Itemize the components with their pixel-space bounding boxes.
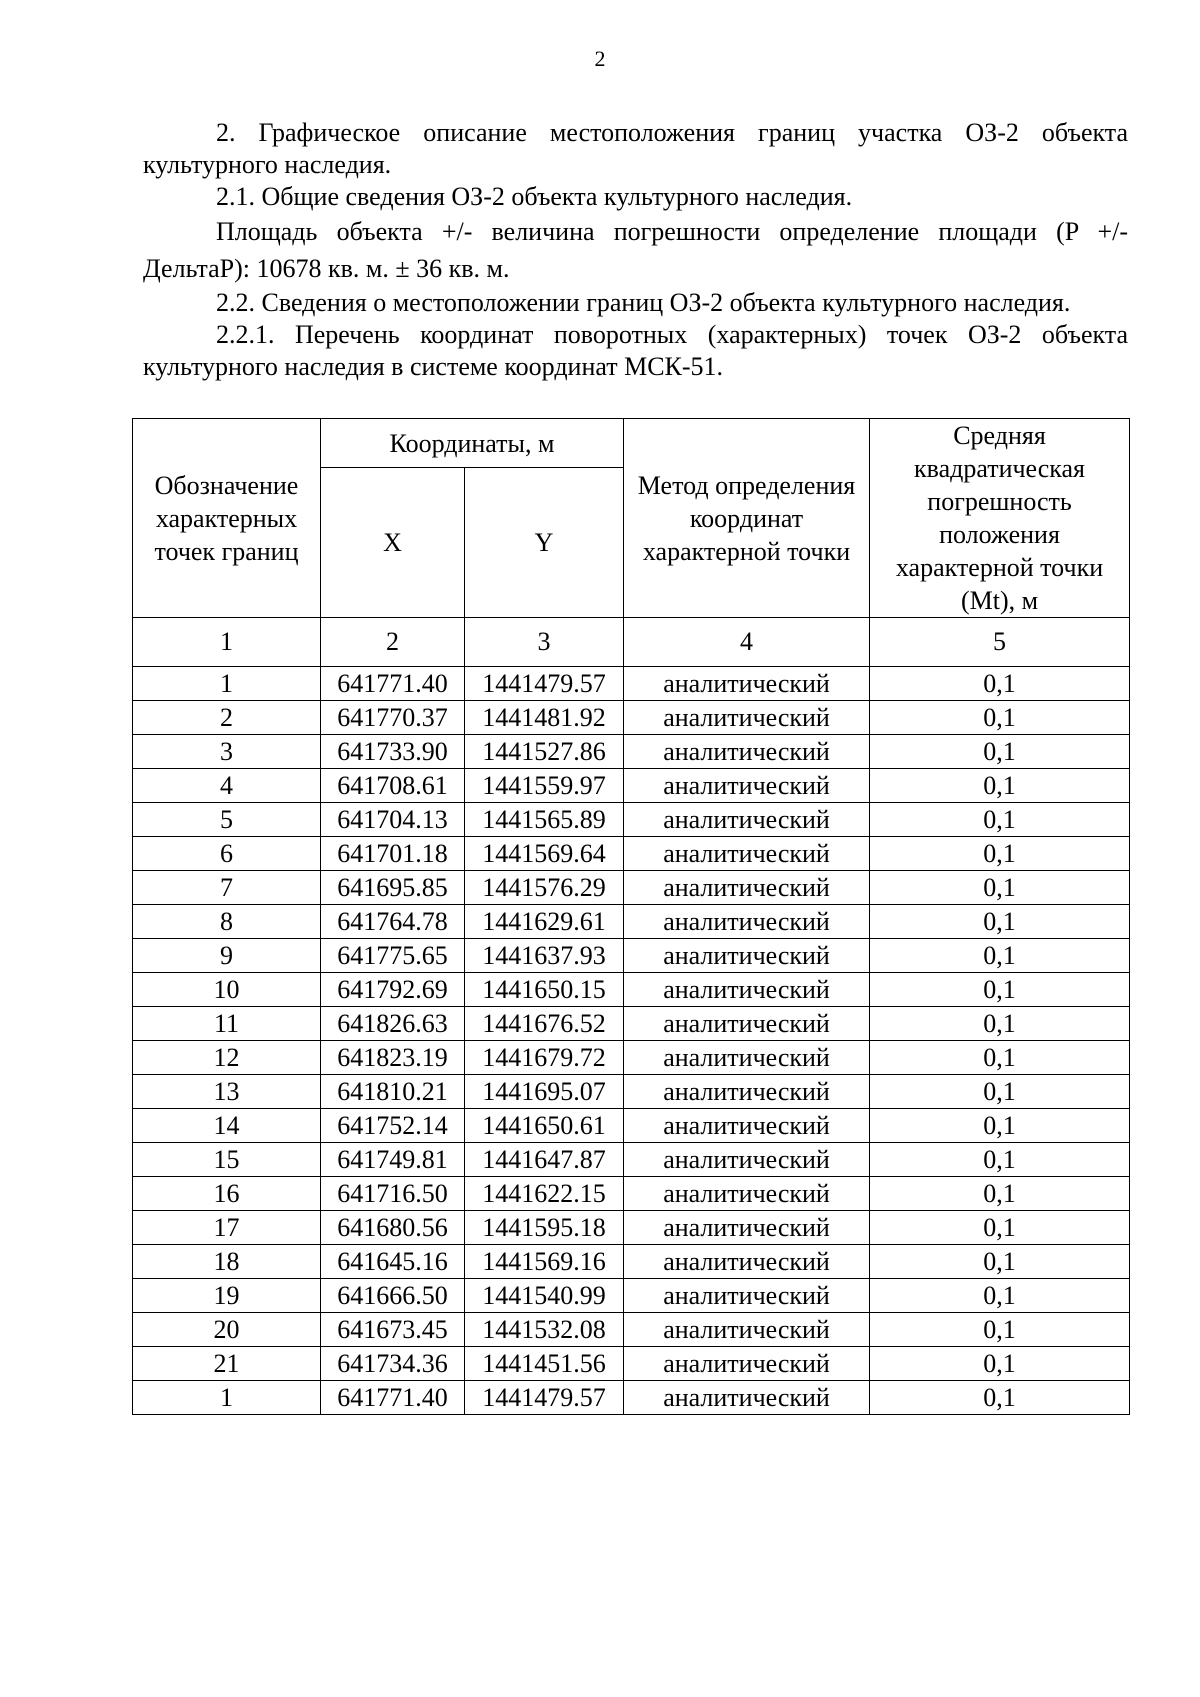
cell-method: аналитический [624,973,870,1007]
table-row [133,973,1130,1007]
cell-method: аналитический [624,735,870,769]
cell-method: аналитический [624,1007,870,1041]
cell-y: 1441676.52 [465,1007,624,1041]
cell-method: аналитический [624,1109,870,1143]
cell-y: 1441679.72 [465,1041,624,1075]
column-number-1: 1 [133,618,321,667]
cell-mt: 0,1 [870,1381,1130,1415]
cell-x: 641695.85 [321,871,465,905]
cell-mt: 0,1 [870,803,1130,837]
cell-x: 641775.65 [321,939,465,973]
cell-mt: 0,1 [870,973,1130,1007]
cell-x: 641716.50 [321,1177,465,1211]
table-row [133,1007,1130,1041]
cell-y: 1441479.57 [465,1381,624,1415]
cell-x: 641749.81 [321,1143,465,1177]
table-row [133,1347,1130,1381]
cell-point-number: 9 [133,939,321,973]
cell-x: 641770.37 [321,701,465,735]
cell-method: аналитический [624,837,870,871]
cell-mt: 0,1 [870,735,1130,769]
coordinates-table [132,418,1130,1415]
table-row [133,1177,1130,1211]
cell-point-number: 5 [133,803,321,837]
cell-x: 641704.13 [321,803,465,837]
table-body [133,667,1130,1415]
table-row [133,1143,1130,1177]
table-row [133,939,1130,973]
cell-point-number: 8 [133,905,321,939]
cell-point-number: 21 [133,1347,321,1381]
cell-x: 641826.63 [321,1007,465,1041]
cell-y: 1441637.93 [465,939,624,973]
column-number-3: 3 [465,618,624,667]
cell-x: 641673.45 [321,1313,465,1347]
cell-x: 641701.18 [321,837,465,871]
cell-mt: 0,1 [870,1177,1130,1211]
cell-y: 1441451.56 [465,1347,624,1381]
cell-method: аналитический [624,1177,870,1211]
header-method: Метод определения координат характерной точки [624,419,870,618]
table-row [133,837,1130,871]
cell-mt: 0,1 [870,871,1130,905]
cell-point-number: 1 [133,1381,321,1415]
header-y: Y [465,468,624,618]
cell-mt: 0,1 [870,939,1130,973]
cell-method: аналитический [624,1347,870,1381]
cell-point-number: 15 [133,1143,321,1177]
cell-method: аналитический [624,1279,870,1313]
table-row [133,735,1130,769]
paragraph-section-2-2: 2.2. Сведения о местоположении границ ОЗ-2 объекта культурного наследия. [216,288,1071,317]
cell-x: 641771.40 [321,667,465,701]
cell-y: 1441576.29 [465,871,624,905]
cell-mt: 0,1 [870,1041,1130,1075]
cell-method: аналитический [624,667,870,701]
column-number-2: 2 [321,618,465,667]
cell-method: аналитический [624,871,870,905]
table-row [133,701,1130,735]
document-text [143,117,1128,383]
cell-point-number: 20 [133,1313,321,1347]
cell-point-number: 1 [133,667,321,701]
cell-y: 1441695.07 [465,1075,624,1109]
cell-point-number: 2 [133,701,321,735]
cell-y: 1441650.15 [465,973,624,1007]
cell-y: 1441595.18 [465,1211,624,1245]
cell-method: аналитический [624,1211,870,1245]
cell-point-number: 7 [133,871,321,905]
cell-point-number: 11 [133,1007,321,1041]
cell-x: 641645.16 [321,1245,465,1279]
table-row [133,769,1130,803]
header-point: Обозначение характерных точек границ [133,419,321,618]
table-row [133,871,1130,905]
cell-mt: 0,1 [870,1143,1130,1177]
cell-point-number: 14 [133,1109,321,1143]
cell-method: аналитический [624,939,870,973]
header-error: Средняя квадратическая погрешность положения характерной точки (Mt), м [870,419,1130,618]
table-row [133,905,1130,939]
cell-x: 641734.36 [321,1347,465,1381]
cell-x: 641733.90 [321,735,465,769]
cell-y: 1441527.86 [465,735,624,769]
cell-mt: 0,1 [870,1075,1130,1109]
page-number: 2 [594,46,606,71]
cell-y: 1441622.15 [465,1177,624,1211]
cell-x: 641771.40 [321,1381,465,1415]
cell-x: 641810.21 [321,1075,465,1109]
cell-mt: 0,1 [870,1313,1130,1347]
cell-y: 1441540.99 [465,1279,624,1313]
table-row [133,1245,1130,1279]
cell-point-number: 12 [133,1041,321,1075]
table-row [133,1381,1130,1415]
table-row [133,1313,1130,1347]
cell-y: 1441479.57 [465,667,624,701]
cell-method: аналитический [624,1313,870,1347]
cell-y: 1441532.08 [465,1313,624,1347]
cell-point-number: 17 [133,1211,321,1245]
cell-method: аналитический [624,701,870,735]
cell-mt: 0,1 [870,769,1130,803]
cell-method: аналитический [624,1381,870,1415]
table-row [133,1109,1130,1143]
table-row [133,667,1130,701]
cell-y: 1441569.16 [465,1245,624,1279]
paragraph-section-2-1: 2.1. Общие сведения ОЗ-2 объекта культурного наследия. [216,182,853,211]
cell-method: аналитический [624,1143,870,1177]
cell-x: 641708.61 [321,769,465,803]
paragraph-section-2-2-1: 2.2.1. Перечень координат поворотных (характерных) точек ОЗ-2 объекта культурного наследия в системе координат МСК-51. [143,320,1128,381]
cell-x: 641680.56 [321,1211,465,1245]
cell-x: 641752.14 [321,1109,465,1143]
cell-x: 641666.50 [321,1279,465,1313]
cell-method: аналитический [624,1245,870,1279]
cell-point-number: 4 [133,769,321,803]
header-x: X [321,468,465,618]
cell-method: аналитический [624,905,870,939]
paragraph-section-2: 2. Графическое описание местоположения границ участка ОЗ-2 объекта культурного наследия. [143,118,1128,179]
cell-y: 1441647.87 [465,1143,624,1177]
cell-y: 1441629.61 [465,905,624,939]
cell-x: 641792.69 [321,973,465,1007]
cell-mt: 0,1 [870,1211,1130,1245]
cell-y: 1441650.61 [465,1109,624,1143]
cell-mt: 0,1 [870,667,1130,701]
column-number-5: 5 [870,618,1130,667]
cell-mt: 0,1 [870,1245,1130,1279]
cell-point-number: 10 [133,973,321,1007]
cell-x: 641764.78 [321,905,465,939]
cell-mt: 0,1 [870,905,1130,939]
cell-point-number: 6 [133,837,321,871]
cell-mt: 0,1 [870,1347,1130,1381]
cell-point-number: 3 [133,735,321,769]
table-row [133,1211,1130,1245]
paragraph-area: Площадь объекта +/- величина погрешности определение площади (P +/- ДельтаP): 10678 кв. м. ± 36 кв. м. [143,217,1128,283]
cell-y: 1441569.64 [465,837,624,871]
cell-mt: 0,1 [870,1109,1130,1143]
table-row [133,1041,1130,1075]
cell-x: 641823.19 [321,1041,465,1075]
cell-y: 1441481.92 [465,701,624,735]
cell-point-number: 13 [133,1075,321,1109]
cell-point-number: 18 [133,1245,321,1279]
cell-method: аналитический [624,803,870,837]
table-row [133,1279,1130,1313]
cell-point-number: 19 [133,1279,321,1313]
cell-method: аналитический [624,769,870,803]
cell-y: 1441559.97 [465,769,624,803]
cell-mt: 0,1 [870,1279,1130,1313]
cell-y: 1441565.89 [465,803,624,837]
column-number-4: 4 [624,618,870,667]
table-row [133,803,1130,837]
table-row [133,1075,1130,1109]
header-coordinates: Координаты, м [321,419,624,468]
cell-method: аналитический [624,1075,870,1109]
cell-mt: 0,1 [870,1007,1130,1041]
cell-mt: 0,1 [870,837,1130,871]
cell-mt: 0,1 [870,701,1130,735]
cell-method: аналитический [624,1041,870,1075]
cell-point-number: 16 [133,1177,321,1211]
